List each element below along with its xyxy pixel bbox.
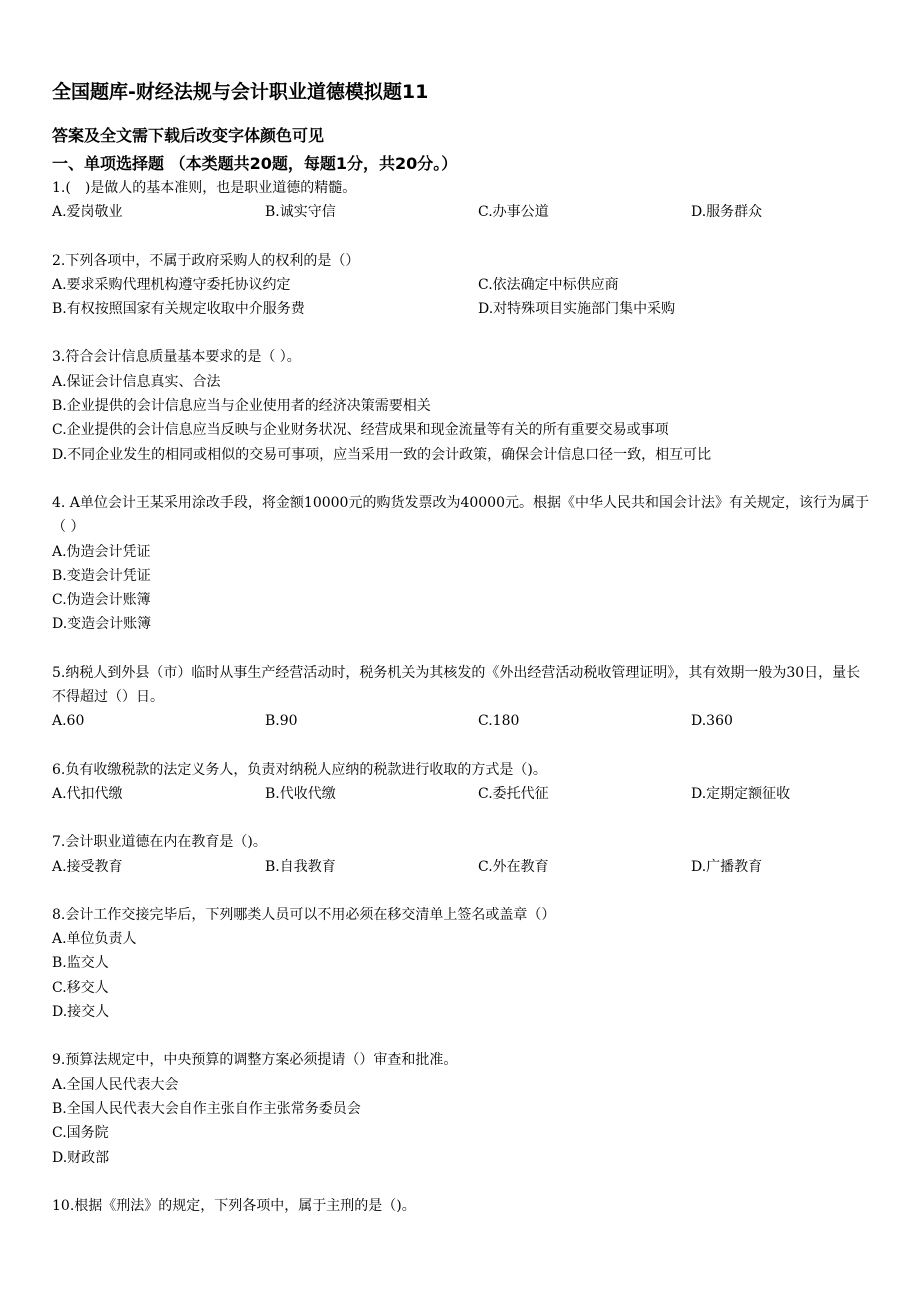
option-c: C.180 <box>478 713 520 730</box>
option-a: A.爱岗敬业 <box>52 204 123 221</box>
section-heading: 一、单项选择题 （本类题共20题，每题1分，共20分。） <box>52 154 458 173</box>
question-4 <box>52 491 872 637</box>
question-stem: 8.会计工作交接完毕后，下列哪类人员可以不用必须在移交清单上签名或盖章（） <box>52 906 556 923</box>
options-row <box>52 782 872 806</box>
question-3 <box>52 345 872 466</box>
question-9 <box>52 1048 872 1169</box>
option-b: B.全国人民代表大会自作主张自作主张常务委员会 <box>52 1100 361 1117</box>
option-c: C.移交人 <box>52 979 109 996</box>
option-b: B.监交人 <box>52 955 109 972</box>
option-d: D.财政部 <box>52 1149 110 1166</box>
question-6 <box>52 758 872 807</box>
document-page <box>52 78 872 1218</box>
option-c: C.企业提供的会计信息应当反映与企业财务状况、经营成果和现金流量等有关的所有重要交易或事项 <box>52 422 669 439</box>
option-d: D.接交人 <box>52 1004 110 1021</box>
question-10 <box>52 1194 872 1218</box>
question-stem: 6.负有收缴税款的法定义务人，负责对纳税人应纳的税款进行收取的方式是（)。 <box>52 761 547 778</box>
question-1 <box>52 176 872 225</box>
option-b: B.诚实守信 <box>265 204 336 221</box>
question-5 <box>52 661 872 734</box>
option-a: A.代扣代缴 <box>52 785 123 802</box>
options-row <box>52 273 872 297</box>
option-c: C.委托代征 <box>478 785 549 802</box>
question-2 <box>52 249 872 322</box>
option-a: A.单位负责人 <box>52 931 137 948</box>
download-note: 答案及全文需下载后改变字体颜色可见 <box>52 126 325 145</box>
option-b: B.有权按照国家有关规定收取中介服务费 <box>52 301 305 318</box>
question-stem: 7.会计职业道德在内在教育是（)。 <box>52 834 267 851</box>
question-stem: 10.根据《刑法》的规定，下列各项中，属于主刑的是（)。 <box>52 1197 416 1214</box>
option-c: C.外在教育 <box>478 858 549 875</box>
option-d: D.对特殊项目实施部门集中采购 <box>478 301 676 318</box>
option-a: A.全国人民代表大会 <box>52 1076 179 1093</box>
option-d: D.不同企业发生的相同或相似的交易可事项，应当采用一致的会计政策，确保会计信息口径一致，相互可比 <box>52 446 712 463</box>
option-a: A.60 <box>52 713 85 730</box>
option-b: B.企业提供的会计信息应当与企业使用者的经济决策需要相关 <box>52 398 431 415</box>
option-a: A.接受教育 <box>52 858 123 875</box>
option-d: D.广播教育 <box>691 858 763 875</box>
option-a: A.保证会计信息真实、合法 <box>52 373 221 390</box>
option-a: A.伪造会计凭证 <box>52 543 151 560</box>
option-d: D.360 <box>691 713 733 730</box>
option-c: C.办事公道 <box>478 204 549 221</box>
option-a: A.要求采购代理机构遵守委托协议约定 <box>52 276 291 293</box>
options-row <box>52 855 872 879</box>
question-8 <box>52 903 872 1024</box>
option-b: B.90 <box>265 713 298 730</box>
options-row <box>52 297 872 321</box>
option-c: C.伪造会计账簿 <box>52 592 151 609</box>
options-row <box>52 200 872 224</box>
page-title: 全国题库-财经法规与会计职业道德模拟题11 <box>52 81 429 103</box>
question-stem: 2.下列各项中，不属于政府采购人的权利的是（） <box>52 252 360 269</box>
question-stem: 9.预算法规定中，中央预算的调整方案必须提请（）审查和批准。 <box>52 1052 458 1069</box>
options-row <box>52 709 872 733</box>
option-c: C.国务院 <box>52 1125 109 1142</box>
question-stem: 1.( )是做人的基本准则，也是职业道德的精髓。 <box>52 180 357 196</box>
question-stem: 3.符合会计信息质量基本要求的是（ ）。 <box>52 349 301 366</box>
option-d: D.变造会计账簿 <box>52 616 152 633</box>
option-b: B.代收代缴 <box>265 785 336 802</box>
question-stem: 5.纳税人到外县（市）临时从事生产经营活动时，税务机关为其核发的《外出经营活动税收管理证明》，其有效期一般为30日，量长不得超过（）日。 <box>52 664 861 706</box>
option-d: D.定期定额征收 <box>691 785 791 802</box>
option-b: B.自我教育 <box>265 858 336 875</box>
option-c: C.依法确定中标供应商 <box>478 276 619 293</box>
question-stem: 4. A单位会计王某采用涂改手段，将金额10000元的购货发票改为40000元。根据《中华人民共和国会计法》有关规定，该行为属于（ ） <box>52 494 869 536</box>
option-b: B.变造会计凭证 <box>52 567 151 584</box>
option-d: D.服务群众 <box>691 204 763 221</box>
question-7 <box>52 830 872 879</box>
